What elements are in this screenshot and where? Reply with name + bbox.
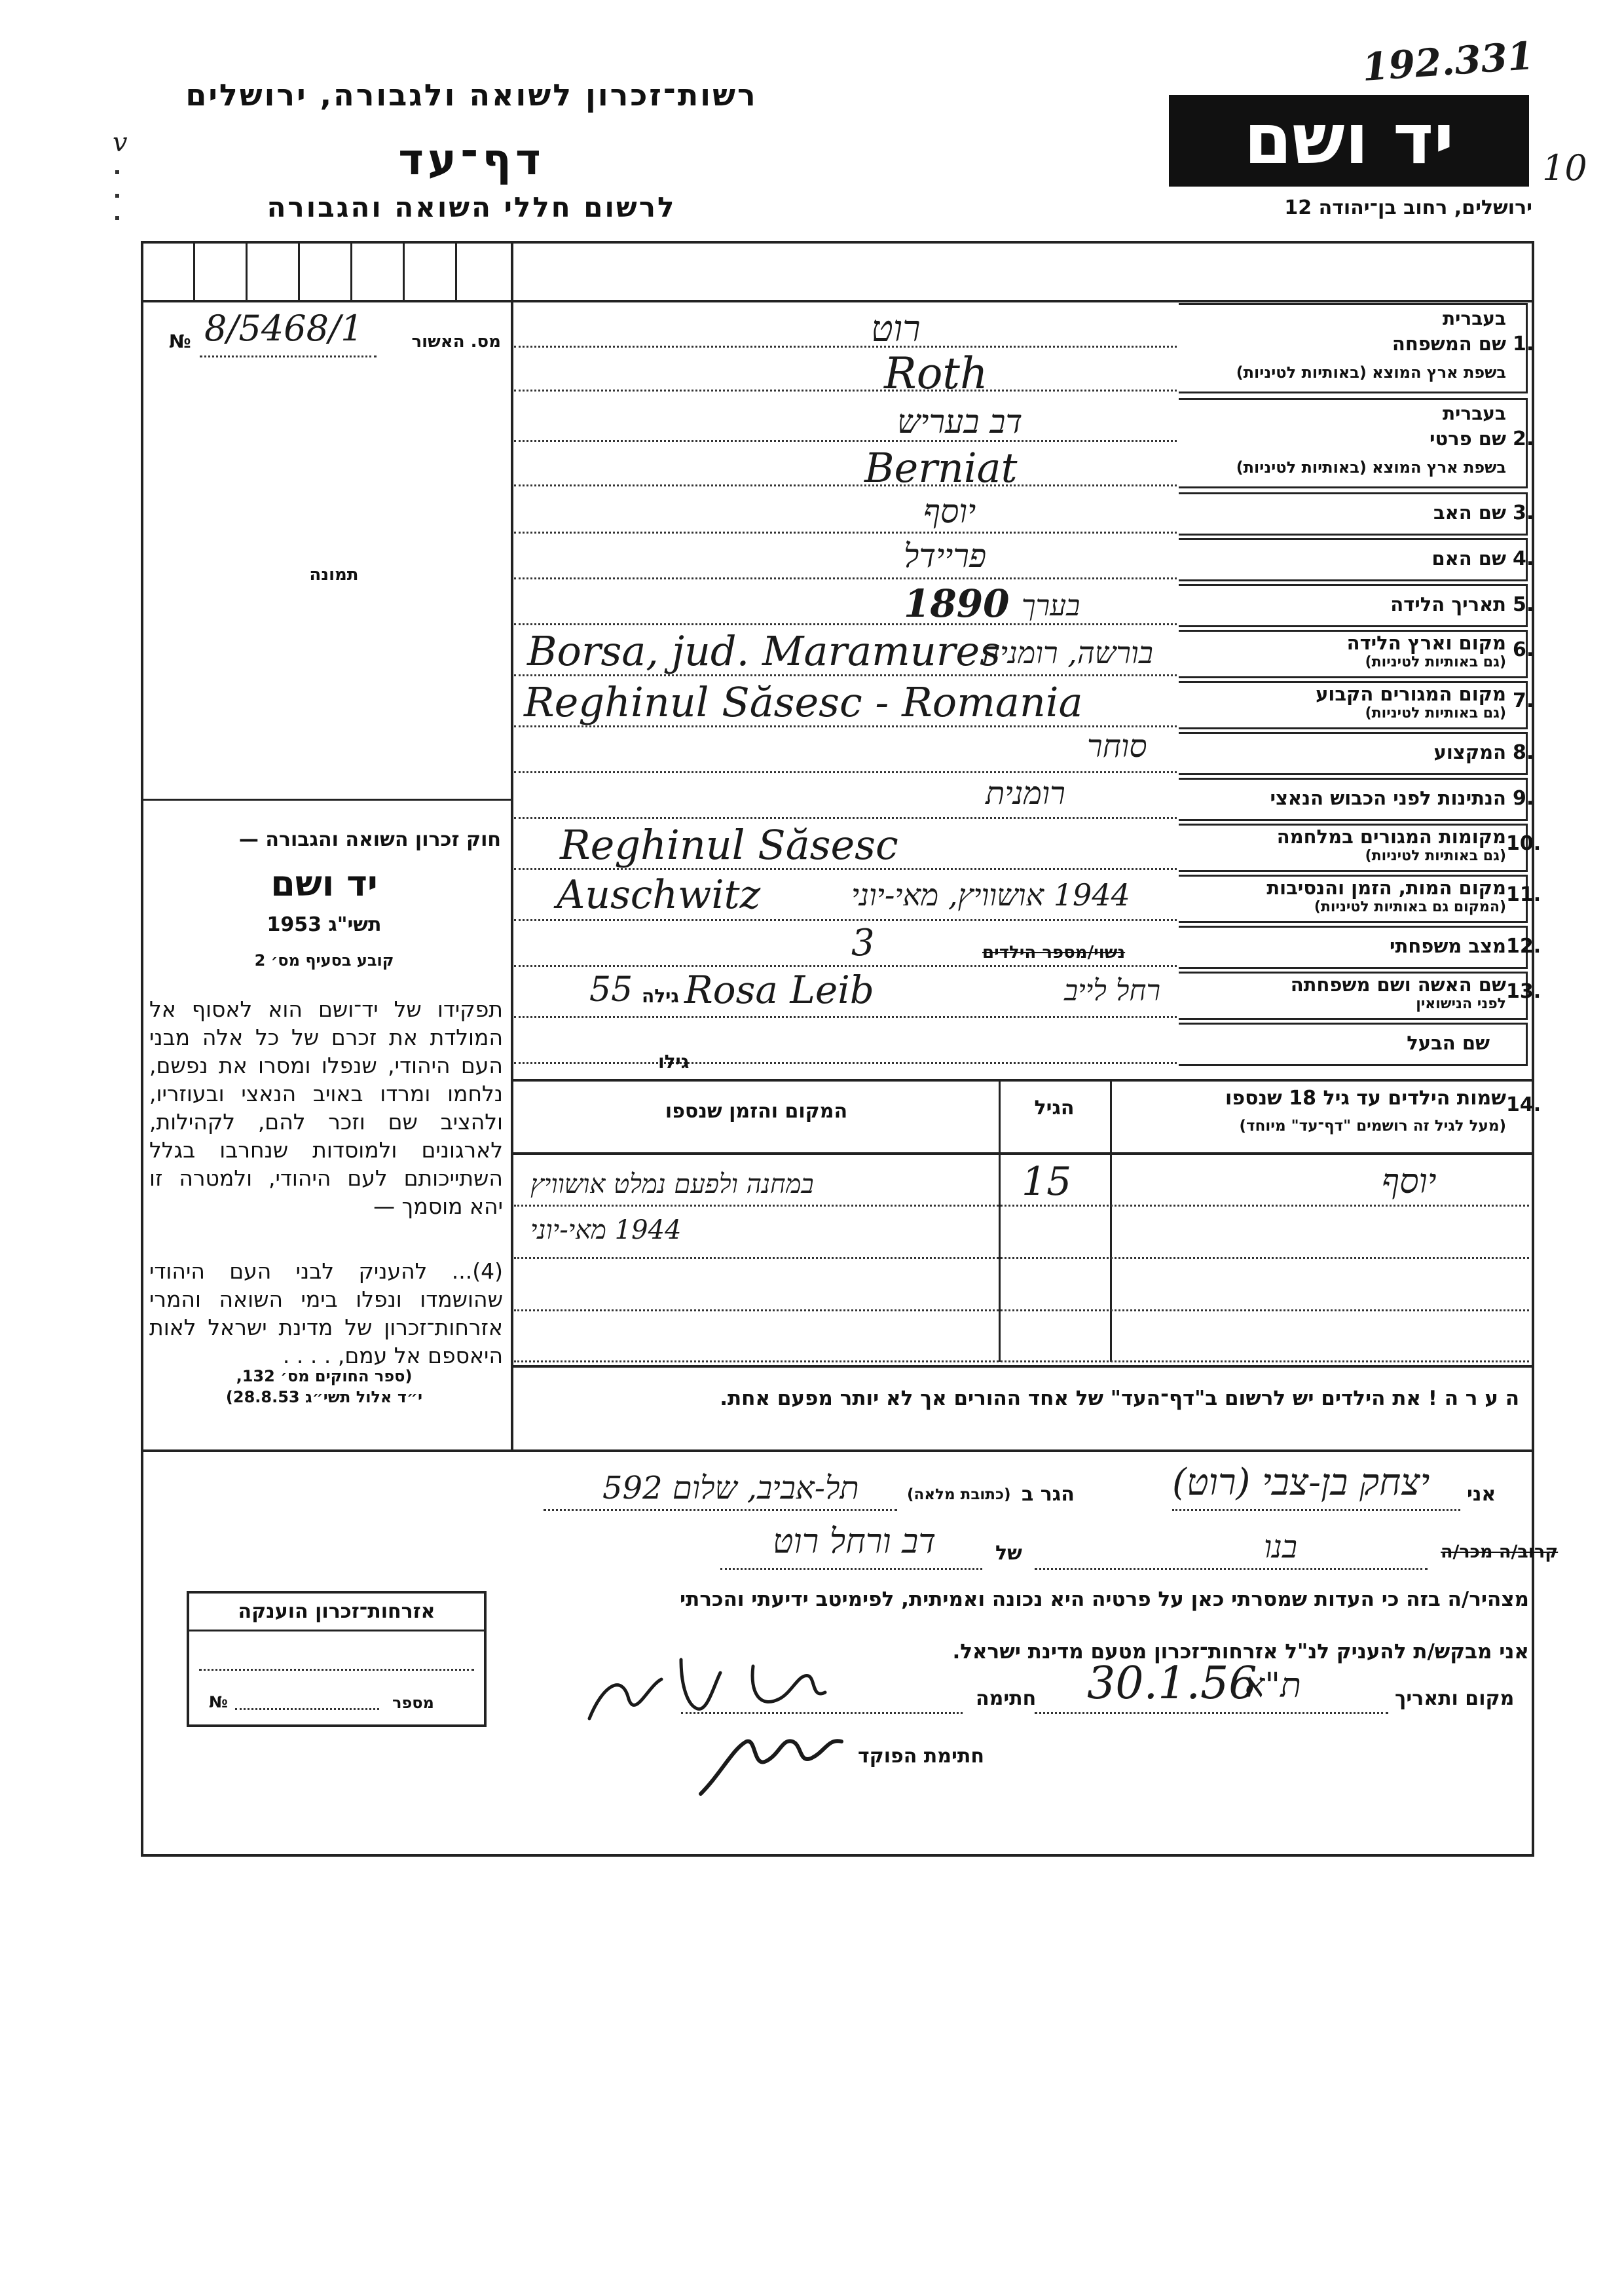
field-7-sub: (גם באותיות לטיניות) bbox=[1365, 705, 1506, 721]
entry-line bbox=[514, 390, 1177, 392]
children-sub: (מעל לגיל זה רושמים "דף־עד" מיוחד) bbox=[1239, 1118, 1506, 1135]
field-2-label: שם פרטי bbox=[1429, 428, 1506, 450]
decl-address-line bbox=[544, 1509, 897, 1511]
entry-line bbox=[514, 1016, 1177, 1018]
strip-box bbox=[403, 241, 405, 300]
child-age: 15 bbox=[1022, 1159, 1072, 1205]
strip-box bbox=[455, 241, 457, 300]
field-12-label: מצב משפחתי bbox=[1389, 935, 1506, 957]
field-6-labels bbox=[1185, 632, 1506, 672]
field-7-number: 7. bbox=[1513, 689, 1534, 712]
field-4-label: שם האם bbox=[1431, 547, 1506, 570]
field-12-labels bbox=[1185, 931, 1506, 964]
law-source-date: י״ד אלול תשי״ג 28.8.53) bbox=[225, 1388, 423, 1406]
law-divider bbox=[141, 799, 511, 801]
field-10-sub: (גם באותיות לטיניות) bbox=[1365, 848, 1506, 864]
strip-box bbox=[298, 241, 300, 300]
decl-officer-label: חתימת הפוקד bbox=[858, 1745, 984, 1768]
citizenship-number-prefix: № bbox=[209, 1693, 228, 1711]
field-13-sub: לפני הנישואין bbox=[1416, 996, 1506, 1012]
note-bottom-line bbox=[141, 1449, 1532, 1452]
field-8-number: 8. bbox=[1513, 741, 1534, 764]
decl-relation: בנו bbox=[1264, 1529, 1298, 1565]
field-1-sub: בשפת ארץ המוצא (באותיות לטיניות) bbox=[1236, 363, 1506, 382]
entry-line bbox=[514, 623, 1177, 625]
logo-text: יד ושם bbox=[1244, 99, 1454, 179]
field-1-label: שם המשפחה bbox=[1392, 333, 1506, 355]
field-7-labels bbox=[1185, 683, 1506, 723]
approval-number: 8/5468/1 bbox=[204, 308, 363, 349]
field-11-label: מקום המות, הזמן והנסיבות bbox=[1266, 877, 1506, 899]
field-5-labels bbox=[1185, 589, 1506, 622]
husband-labels bbox=[1185, 1028, 1506, 1061]
top-strip-line bbox=[141, 300, 1532, 302]
child-date: 1944 מאי-יוני bbox=[530, 1215, 682, 1245]
decl-name-line bbox=[1172, 1509, 1460, 1511]
field-5-label: תאריך הלידה bbox=[1390, 593, 1506, 615]
decl-place-date-line bbox=[1035, 1712, 1388, 1714]
entry-line bbox=[514, 919, 1177, 921]
citizenship-title: אזרחות־זכרון הוענקה bbox=[238, 1600, 435, 1623]
field-2-sub: בשפת ארץ המוצא (באותיות לטיניות) bbox=[1236, 458, 1506, 477]
wife-name-latin: Rosa Leib bbox=[684, 968, 874, 1012]
law-heading: חוק זכרון השואה והגבורה — bbox=[238, 828, 501, 851]
law-text-continued: (4)... להעניק לבני העם היהודי שהושמדו ונפלו בימי השואה והמרי אזרחות־זכרון של מדינת ישראל לאות היאספם אל עמם, . . . . bbox=[149, 1258, 503, 1368]
field-4-number: 4. bbox=[1513, 547, 1534, 570]
field-1-hebrew-hint: בעברית bbox=[1442, 308, 1506, 329]
law-year: תשי"ג 1953 bbox=[267, 913, 382, 936]
field-3-label: שם האב bbox=[1433, 501, 1506, 524]
children-count: 3 bbox=[851, 922, 875, 964]
field-11-number: 11. bbox=[1506, 883, 1541, 906]
margin-dot bbox=[115, 194, 119, 198]
children-title-block bbox=[1113, 1087, 1506, 1135]
note-top-line bbox=[511, 1365, 1532, 1368]
field-2-hebrew-hint: בעברית bbox=[1442, 403, 1506, 424]
citizenship-number-line bbox=[235, 1708, 379, 1710]
field-2-labels bbox=[1185, 403, 1506, 484]
wartime-residence: Reghinul Săsesc bbox=[560, 821, 898, 869]
decl-signature-label: חתימה bbox=[976, 1687, 1037, 1710]
decl-line1: מצהיר/ה בזה כי העדות שמסרתי כאן על פרטיה היא נכונה ואמיתית, לפימיטב ידיעתי והכרתי bbox=[680, 1588, 1529, 1611]
strip-box bbox=[193, 241, 195, 300]
officer-signature bbox=[694, 1722, 851, 1800]
father-name: יוסף bbox=[923, 492, 976, 530]
law-clause: קובע בסעיף מס׳ 2 bbox=[254, 951, 394, 970]
wife-name-hebrew: רחל לייב bbox=[1064, 974, 1161, 1008]
field-9-labels bbox=[1185, 783, 1506, 816]
field-13-label: שם האשה ושם משפחתה bbox=[1290, 974, 1506, 996]
field-7-label: מקום המגורים הקבוע bbox=[1316, 683, 1506, 705]
column-divider bbox=[511, 241, 513, 1449]
children-row-line bbox=[514, 1309, 1529, 1311]
field-8-label: המקצוע bbox=[1433, 741, 1506, 763]
decl-place: ת"א bbox=[1244, 1666, 1301, 1705]
field-10-label: מקומות המגורים במלחמה bbox=[1276, 826, 1506, 848]
entry-line bbox=[514, 532, 1177, 534]
authority-name: רשות־זכרון לשואה ולגבורה, ירושלים bbox=[185, 77, 758, 113]
children-col-line bbox=[999, 1079, 1001, 1362]
field-12-number: 12. bbox=[1506, 935, 1541, 958]
witness-signature bbox=[583, 1647, 858, 1732]
entry-line bbox=[514, 440, 1177, 442]
approval-label: מס. האשור bbox=[411, 332, 501, 352]
field-9-number: 9. bbox=[1513, 787, 1534, 810]
surname-latin: Roth bbox=[884, 348, 988, 399]
field-4-labels bbox=[1185, 543, 1506, 576]
death-place-details: 1944 אושוויץ, מאי-יוני bbox=[851, 877, 1130, 913]
decl-relation-line bbox=[1035, 1568, 1428, 1570]
birthplace-latin: Borsa, jud. Maramures bbox=[527, 627, 1001, 675]
citizenship-box bbox=[187, 1591, 487, 1727]
entry-line bbox=[514, 965, 1177, 967]
address: ירושלים, רחוב בן־יהודה 12 bbox=[1284, 196, 1532, 219]
children-col-age: הגיל bbox=[1034, 1097, 1075, 1120]
marital-status-hint: נשוי/מספר הילדים bbox=[982, 943, 1126, 962]
strip-box bbox=[350, 241, 352, 300]
surname-hebrew: רוט bbox=[871, 308, 921, 350]
decl-ani: אני bbox=[1467, 1483, 1496, 1506]
children-row-line bbox=[514, 1257, 1529, 1259]
decl-place-date-label: מקום ותאריך bbox=[1395, 1687, 1515, 1710]
children-title: שמות הילדים עד גיל 18 שנספו bbox=[1225, 1087, 1506, 1110]
decl-name: יצחק בן-צבי (רוט) bbox=[1172, 1461, 1430, 1504]
archive-number: 192.331 bbox=[1360, 33, 1536, 90]
first-name-hebrew: דב בעריש bbox=[897, 403, 1023, 441]
birthplace-hebrew: בורשה, רומניה bbox=[982, 635, 1153, 670]
residence-latin: Reghinul Săsesc - Romania bbox=[524, 678, 1083, 726]
decl-resides: הגר ב bbox=[1022, 1483, 1075, 1506]
form-title: דף־עד bbox=[398, 134, 545, 185]
law-title: יד ושם bbox=[270, 863, 378, 904]
children-row-line bbox=[514, 1360, 1529, 1362]
birth-year-approx: בערך bbox=[1022, 589, 1080, 623]
law-text: תפקידו של יד־ושם הוא לאסוף אל המולדת את זכרם של כל אלה מבני העם היהודי, שנפלו ומסרו את נפשם, נלחמו ומרדו באויב הנאצי ובעוזריו, ולהציב שם וזכר להם, לקהילות, לארגונים ולמוסדות שנחרבו בגלל השתייכותם לעם היהודי, ולמטרה זו יהא מוסמך — bbox=[149, 996, 503, 1219]
birth-year: 1890 bbox=[904, 581, 1010, 626]
strip-box bbox=[246, 241, 248, 300]
decl-of: של bbox=[995, 1542, 1022, 1565]
mother-name: פריידל bbox=[904, 537, 987, 575]
field-10-labels bbox=[1185, 826, 1506, 866]
field-9-label: הנתינות לפני הכבוש הנאצי bbox=[1270, 787, 1506, 809]
decl-date: 30.1.56 bbox=[1087, 1658, 1257, 1709]
children-col-line bbox=[1110, 1079, 1112, 1362]
field-6-label: מקום וארץ הלידה bbox=[1346, 632, 1506, 654]
law-source: (ספר החוקים מס׳ 132, bbox=[236, 1367, 413, 1385]
field-10-number: 10. bbox=[1506, 832, 1541, 855]
citizenship-title-line bbox=[189, 1630, 484, 1631]
field-14-number: 14. bbox=[1506, 1093, 1541, 1116]
children-header-line bbox=[511, 1152, 1532, 1155]
field-6-number: 6. bbox=[1513, 638, 1534, 661]
approval-prefix: № bbox=[169, 331, 191, 352]
first-name-latin: Berniat bbox=[864, 444, 1018, 492]
children-top-line bbox=[511, 1079, 1532, 1082]
margin-number: 10 bbox=[1542, 147, 1587, 189]
nationality: רומנית bbox=[986, 775, 1065, 812]
child-place: במחנה ולפעם נמלט אושוויץ bbox=[530, 1169, 814, 1199]
decl-address: תל-אביב, שלום 592 bbox=[602, 1470, 859, 1506]
field-11-sub: (המקום גם באותיות לטיניות) bbox=[1314, 899, 1506, 915]
entry-line bbox=[514, 771, 1177, 773]
decl-address-label: (כתובת מלאה) bbox=[907, 1486, 1011, 1503]
entry-line bbox=[514, 1062, 1177, 1064]
entry-line bbox=[514, 817, 1177, 819]
field-5-number: 5. bbox=[1513, 593, 1534, 616]
field-6-sub: (גם באותיות לטיניות) bbox=[1365, 654, 1506, 670]
occupation: סוחר bbox=[1087, 728, 1147, 765]
child-name: יוסף bbox=[1382, 1162, 1437, 1201]
margin-mark: v bbox=[113, 128, 128, 158]
field-3-labels bbox=[1185, 498, 1506, 530]
note-text: ה ע ר ה ! את הילדים יש לרשום ב"דף־העד" של אחד ההורים אך לא יותר מפעם אחת. bbox=[720, 1387, 1519, 1410]
entry-line bbox=[514, 577, 1177, 579]
field-8-labels bbox=[1185, 737, 1506, 770]
decl-of-line bbox=[720, 1568, 982, 1570]
field-11-labels bbox=[1185, 877, 1506, 917]
margin-dot bbox=[115, 216, 119, 220]
death-place-latin: Auschwitz bbox=[557, 872, 761, 918]
children-col-place: המקום והזמן שנספו bbox=[665, 1100, 848, 1123]
margin-dot bbox=[115, 170, 119, 174]
field-13-labels bbox=[1185, 974, 1506, 1014]
entry-line bbox=[514, 484, 1177, 486]
children-row-line bbox=[514, 1205, 1529, 1207]
field-13-number: 13. bbox=[1506, 980, 1541, 1003]
husband-age-label: גילו bbox=[658, 1051, 690, 1072]
photo-label: תמונה bbox=[309, 565, 359, 585]
field-1-labels bbox=[1185, 308, 1506, 390]
yad-vashem-logo bbox=[1169, 95, 1529, 187]
field-2-number: 2. bbox=[1513, 428, 1534, 450]
citizenship-number-label: מספר bbox=[392, 1694, 434, 1712]
decl-line2: אני מבקש/ת להעניק לנ"ל אזרחות־זכרון מטעם מדינת ישראל. bbox=[952, 1640, 1529, 1664]
form-subtitle: לרשום חללי השואה והגבורה bbox=[267, 191, 676, 223]
husband-label: שם הבעל bbox=[1407, 1032, 1490, 1054]
citizenship-dotted-line bbox=[199, 1669, 474, 1671]
field-3-number: 3. bbox=[1513, 501, 1534, 524]
wife-age-label: גילה bbox=[642, 985, 679, 1007]
field-1-number: 1. bbox=[1513, 333, 1534, 355]
decl-of-name: דב ורחל רוט bbox=[773, 1522, 936, 1561]
entry-line bbox=[514, 346, 1177, 348]
approval-line bbox=[200, 355, 377, 357]
wife-age: 55 bbox=[589, 970, 633, 1010]
decl-relation-label: קרוב/ה מכר/ה bbox=[1441, 1542, 1559, 1562]
